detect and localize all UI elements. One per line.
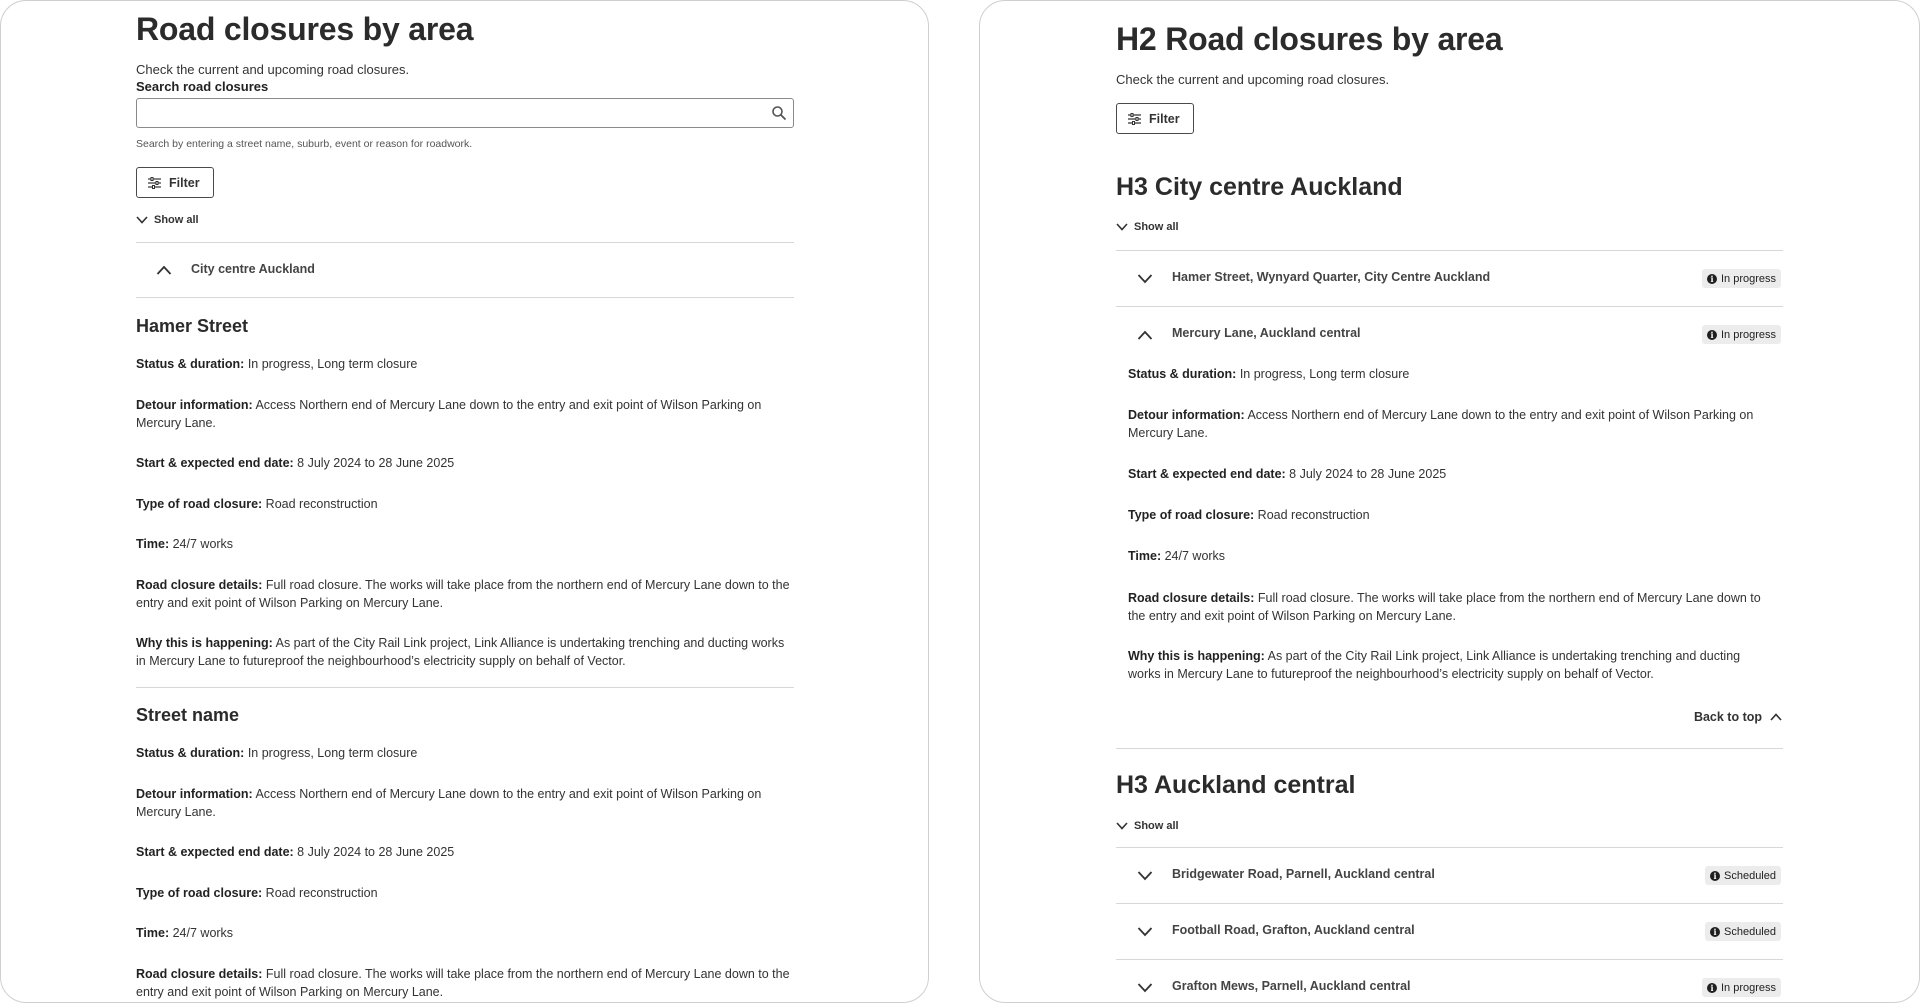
intro-text: Check the current and upcoming road closures. <box>1116 72 1390 87</box>
search-input[interactable] <box>136 98 794 128</box>
back-to-top-label: Back to top <box>1693 710 1762 724</box>
detail-time: Time: 24/7 works <box>136 537 234 551</box>
show-all-toggle[interactable] <box>136 214 199 226</box>
search-icon[interactable] <box>771 105 787 121</box>
accordion-title: City centre Auckland <box>191 262 315 276</box>
filter-button[interactable] <box>1116 103 1194 134</box>
page-title: Road closures by area <box>136 11 474 47</box>
detail-detour: Detour information: Access Northern end of Mercury Lane down to the entry and exit point of Wilson Parking on Mercury Lane. <box>136 787 762 819</box>
status-badge-label: In progress <box>1720 272 1776 285</box>
search-hint: Search by entering a street name, suburb, event or reason for roadwork. <box>136 138 473 150</box>
chevron-down-icon <box>1137 871 1153 881</box>
divider <box>1116 903 1783 904</box>
info-icon: i <box>1707 274 1717 284</box>
chevron-down-icon <box>136 216 148 224</box>
accordion-title: Bridgewater Road, Parnell, Auckland central <box>1172 867 1435 881</box>
detail-why: Why this is happening: As part of the City Rail Link project, Link Alliance is undertaking trenching and ducting works in Mercury Lane to futureproof the neighbourhood’s electricity supply on behalf of Vector. <box>1128 649 1741 681</box>
page-title: H2 Road closures by area <box>1116 21 1503 57</box>
detail-type: Type of road closure: Road reconstruction <box>136 497 378 511</box>
status-badge-label: In progress <box>1720 981 1776 994</box>
chevron-up-icon <box>1770 713 1782 721</box>
divider <box>1116 250 1783 251</box>
detail-closure-details: Road closure details: Full road closure. The works will take place from the northern end of Mercury Lane down to the entry and exit point of Wilson Parking on Mercury Lane. <box>1128 591 1761 623</box>
status-badge <box>1702 269 1781 288</box>
chevron-up-icon <box>1137 330 1153 340</box>
divider <box>136 687 794 688</box>
filter-sliders-icon <box>1128 113 1141 125</box>
divider <box>136 242 794 243</box>
show-all-toggle[interactable] <box>1116 221 1179 233</box>
divider <box>1116 748 1783 749</box>
chevron-down-icon <box>1116 822 1128 830</box>
accordion-title: Mercury Lane, Auckland central <box>1172 326 1361 340</box>
detail-time: Time: 24/7 works <box>136 926 234 940</box>
show-all-toggle[interactable] <box>1116 820 1179 832</box>
status-badge-label: Scheduled <box>1724 925 1776 938</box>
detail-type: Type of road closure: Road reconstruction <box>136 886 378 900</box>
detail-status: Status & duration: In progress, Long term closure <box>1128 367 1410 381</box>
group-heading: H3 City centre Auckland <box>1116 173 1403 201</box>
search-label: Search road closures <box>136 79 269 94</box>
divider <box>1116 306 1783 307</box>
status-badge <box>1705 866 1781 885</box>
detail-type: Type of road closure: Road reconstruction <box>1128 508 1370 522</box>
section-heading: Hamer Street <box>136 316 249 336</box>
detail-detour: Detour information: Access Northern end of Mercury Lane down to the entry and exit point of Wilson Parking on Mercury Lane. <box>136 398 762 430</box>
status-badge <box>1702 978 1781 997</box>
detail-dates: Start & expected end date: 8 July 2024 to 28 June 2025 <box>136 456 455 470</box>
divider <box>1116 847 1783 848</box>
chevron-down-icon <box>1137 983 1153 993</box>
detail-dates: Start & expected end date: 8 July 2024 to 28 June 2025 <box>136 845 455 859</box>
info-icon: i <box>1707 330 1717 340</box>
filter-button[interactable] <box>136 167 214 198</box>
detail-status: Status & duration: In progress, Long term closure <box>136 357 418 371</box>
group-heading: H3 Auckland central <box>1116 771 1356 799</box>
status-badge-label: In progress <box>1720 328 1776 341</box>
chevron-down-icon <box>1116 223 1128 231</box>
filter-button-label: Filter <box>1149 111 1180 126</box>
show-all-label: Show all <box>154 214 199 226</box>
chevron-down-icon <box>1137 274 1153 284</box>
detail-time: Time: 24/7 works <box>1128 549 1226 563</box>
divider <box>136 297 794 298</box>
chevron-up-icon <box>156 265 172 275</box>
info-icon: i <box>1710 871 1720 881</box>
left-panel <box>0 0 929 1003</box>
detail-why: Why this is happening: As part of the City Rail Link project, Link Alliance is undertaking trenching and ducting works in Mercury Lane to futureproof the neighbourhood’s electricity supply on behalf of Vector. <box>136 636 785 668</box>
right-panel <box>979 0 1920 1003</box>
status-badge-label: Scheduled <box>1724 869 1776 882</box>
filter-sliders-icon <box>148 177 161 189</box>
show-all-label: Show all <box>1134 221 1179 233</box>
accordion-title: Football Road, Grafton, Auckland central <box>1172 923 1415 937</box>
detail-closure-details: Road closure details: Full road closure. The works will take place from the northern end of Mercury Lane down to the entry and exit point of Wilson Parking on Mercury Lane. <box>136 967 790 999</box>
divider <box>1116 959 1783 960</box>
back-to-top-link[interactable] <box>1694 710 1782 724</box>
detail-dates: Start & expected end date: 8 July 2024 to 28 June 2025 <box>1128 467 1447 481</box>
chevron-down-icon <box>1137 927 1153 937</box>
section-heading: Street name <box>136 705 240 725</box>
intro-text: Check the current and upcoming road closures. <box>136 62 410 77</box>
status-badge <box>1702 325 1781 344</box>
info-icon: i <box>1710 927 1720 937</box>
detail-status: Status & duration: In progress, Long term closure <box>136 746 418 760</box>
accordion-title: Hamer Street, Wynyard Quarter, City Centre Auckland <box>1172 270 1491 284</box>
status-badge <box>1705 922 1781 941</box>
info-icon: i <box>1707 983 1717 993</box>
filter-button-label: Filter <box>169 175 200 190</box>
detail-detour: Detour information: Access Northern end of Mercury Lane down to the entry and exit point of Wilson Parking on Mercury Lane. <box>1128 408 1754 440</box>
show-all-label: Show all <box>1134 820 1179 832</box>
detail-closure-details: Road closure details: Full road closure. The works will take place from the northern end of Mercury Lane down to the entry and exit point of Wilson Parking on Mercury Lane. <box>136 578 790 610</box>
accordion-title: Grafton Mews, Parnell, Auckland central <box>1172 979 1411 993</box>
